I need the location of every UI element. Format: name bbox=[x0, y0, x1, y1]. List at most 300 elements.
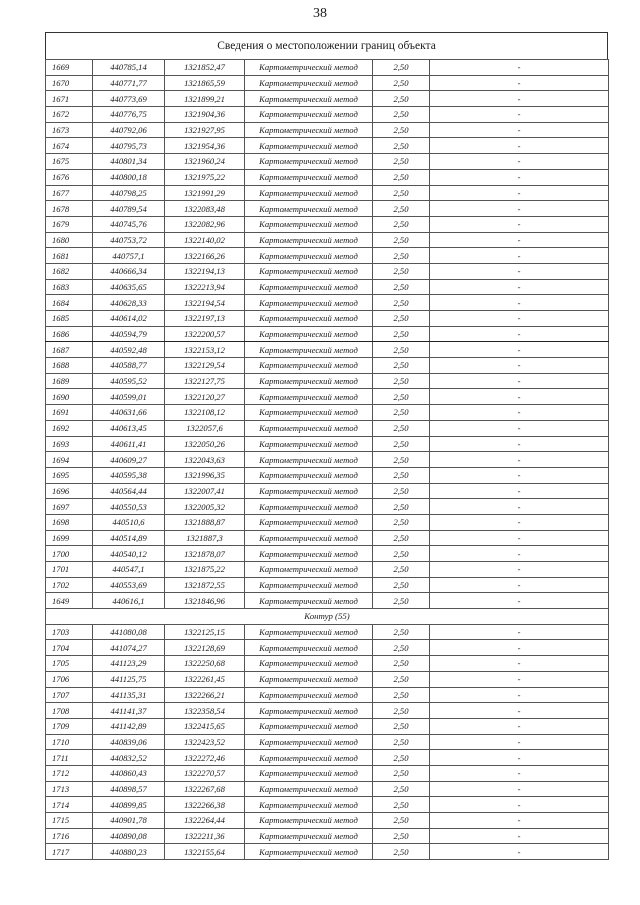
point-number-cell: 1680 bbox=[46, 232, 93, 248]
y-coordinate-cell: 1321878,07 bbox=[165, 546, 245, 562]
accuracy-cell: 2,50 bbox=[373, 248, 430, 264]
table-row bbox=[46, 624, 609, 640]
table-row bbox=[46, 405, 609, 421]
note-cell: - bbox=[430, 530, 609, 546]
point-number-cell: 1674 bbox=[46, 138, 93, 154]
note-cell: - bbox=[430, 671, 609, 687]
accuracy-cell: 2,50 bbox=[373, 373, 430, 389]
y-coordinate-cell: 1322264,44 bbox=[165, 813, 245, 829]
x-coordinate-cell: 441142,89 bbox=[93, 718, 165, 734]
accuracy-cell: 2,50 bbox=[373, 342, 430, 358]
method-cell: Картометрический метод bbox=[245, 91, 373, 107]
note-cell: - bbox=[430, 154, 609, 170]
table-row bbox=[46, 389, 609, 405]
table-row bbox=[46, 138, 609, 154]
x-coordinate-cell: 440611,41 bbox=[93, 436, 165, 452]
x-coordinate-cell: 440595,52 bbox=[93, 373, 165, 389]
x-coordinate-cell: 440773,69 bbox=[93, 91, 165, 107]
y-coordinate-cell: 1321975,22 bbox=[165, 169, 245, 185]
point-number-cell: 1670 bbox=[46, 75, 93, 91]
x-coordinate-cell: 441125,75 bbox=[93, 671, 165, 687]
y-coordinate-cell: 1322127,75 bbox=[165, 373, 245, 389]
point-number-cell: 1691 bbox=[46, 405, 93, 421]
boundary-coordinates-table bbox=[45, 59, 609, 860]
y-coordinate-cell: 1321887,3 bbox=[165, 530, 245, 546]
point-number-cell: 1681 bbox=[46, 248, 93, 264]
y-coordinate-cell: 1322005,32 bbox=[165, 499, 245, 515]
y-coordinate-cell: 1322082,96 bbox=[165, 216, 245, 232]
x-coordinate-cell: 440860,43 bbox=[93, 765, 165, 781]
method-cell: Картометрический метод bbox=[245, 311, 373, 327]
point-number-cell: 1684 bbox=[46, 295, 93, 311]
y-coordinate-cell: 1321852,47 bbox=[165, 60, 245, 76]
table-row bbox=[46, 420, 609, 436]
y-coordinate-cell: 1322200,57 bbox=[165, 326, 245, 342]
x-coordinate-cell: 440614,02 bbox=[93, 311, 165, 327]
method-cell: Картометрический метод bbox=[245, 185, 373, 201]
method-cell: Картометрический метод bbox=[245, 389, 373, 405]
accuracy-cell: 2,50 bbox=[373, 452, 430, 468]
accuracy-cell: 2,50 bbox=[373, 389, 430, 405]
note-cell: - bbox=[430, 797, 609, 813]
method-cell: Картометрический метод bbox=[245, 75, 373, 91]
y-coordinate-cell: 1322194,13 bbox=[165, 263, 245, 279]
y-coordinate-cell: 1322108,12 bbox=[165, 405, 245, 421]
accuracy-cell: 2,50 bbox=[373, 577, 430, 593]
y-coordinate-cell: 1321954,36 bbox=[165, 138, 245, 154]
point-number-cell: 1704 bbox=[46, 640, 93, 656]
y-coordinate-cell: 1321875,22 bbox=[165, 562, 245, 578]
point-number-cell: 1692 bbox=[46, 420, 93, 436]
point-number-cell: 1705 bbox=[46, 656, 93, 672]
note-cell: - bbox=[430, 248, 609, 264]
method-cell: Картометрический метод bbox=[245, 671, 373, 687]
x-coordinate-cell: 440890,08 bbox=[93, 828, 165, 844]
page-number: 38 bbox=[313, 6, 327, 21]
point-number-cell: 1695 bbox=[46, 467, 93, 483]
x-coordinate-cell: 440635,65 bbox=[93, 279, 165, 295]
point-number-cell: 1669 bbox=[46, 60, 93, 76]
method-cell: Картометрический метод bbox=[245, 138, 373, 154]
accuracy-cell: 2,50 bbox=[373, 75, 430, 91]
accuracy-cell: 2,50 bbox=[373, 405, 430, 421]
point-number-cell: 1700 bbox=[46, 546, 93, 562]
method-cell: Картометрический метод bbox=[245, 546, 373, 562]
y-coordinate-cell: 1322272,46 bbox=[165, 750, 245, 766]
method-cell: Картометрический метод bbox=[245, 797, 373, 813]
note-cell: - bbox=[430, 499, 609, 515]
x-coordinate-cell: 440880,23 bbox=[93, 844, 165, 860]
point-number-cell: 1688 bbox=[46, 358, 93, 374]
x-coordinate-cell: 440666,34 bbox=[93, 263, 165, 279]
table-body-section bbox=[46, 609, 609, 625]
point-number-cell: 1714 bbox=[46, 797, 93, 813]
point-number-cell: 1698 bbox=[46, 514, 93, 530]
method-cell: Картометрический метод bbox=[245, 593, 373, 609]
table-row bbox=[46, 718, 609, 734]
x-coordinate-cell: 440792,06 bbox=[93, 122, 165, 138]
table-row bbox=[46, 311, 609, 327]
method-cell: Картометрический метод bbox=[245, 750, 373, 766]
note-cell: - bbox=[430, 216, 609, 232]
y-coordinate-cell: 1322270,57 bbox=[165, 765, 245, 781]
table-row bbox=[46, 499, 609, 515]
x-coordinate-cell: 440599,01 bbox=[93, 389, 165, 405]
accuracy-cell: 2,50 bbox=[373, 311, 430, 327]
point-number-cell: 1685 bbox=[46, 311, 93, 327]
x-coordinate-cell: 440592,48 bbox=[93, 342, 165, 358]
accuracy-cell: 2,50 bbox=[373, 295, 430, 311]
x-coordinate-cell: 440757,1 bbox=[93, 248, 165, 264]
accuracy-cell: 2,50 bbox=[373, 483, 430, 499]
point-number-cell: 1690 bbox=[46, 389, 93, 405]
y-coordinate-cell: 1322083,48 bbox=[165, 201, 245, 217]
x-coordinate-cell: 440547,1 bbox=[93, 562, 165, 578]
note-cell: - bbox=[430, 718, 609, 734]
x-coordinate-cell: 440609,27 bbox=[93, 452, 165, 468]
x-coordinate-cell: 440588,77 bbox=[93, 358, 165, 374]
x-coordinate-cell: 441074,27 bbox=[93, 640, 165, 656]
y-coordinate-cell: 1321904,36 bbox=[165, 107, 245, 123]
y-coordinate-cell: 1322057,6 bbox=[165, 420, 245, 436]
x-coordinate-cell: 440631,66 bbox=[93, 405, 165, 421]
note-cell: - bbox=[430, 420, 609, 436]
method-cell: Картометрический метод bbox=[245, 216, 373, 232]
point-number-cell: 1706 bbox=[46, 671, 93, 687]
note-cell: - bbox=[430, 91, 609, 107]
note-cell: - bbox=[430, 640, 609, 656]
point-number-cell: 1694 bbox=[46, 452, 93, 468]
note-cell: - bbox=[430, 373, 609, 389]
point-number-cell: 1676 bbox=[46, 169, 93, 185]
table-row bbox=[46, 687, 609, 703]
x-coordinate-cell: 440550,53 bbox=[93, 499, 165, 515]
note-cell: - bbox=[430, 452, 609, 468]
table-row bbox=[46, 765, 609, 781]
method-cell: Картометрический метод bbox=[245, 514, 373, 530]
method-cell: Картометрический метод bbox=[245, 279, 373, 295]
accuracy-cell: 2,50 bbox=[373, 546, 430, 562]
y-coordinate-cell: 1322423,52 bbox=[165, 734, 245, 750]
accuracy-cell: 2,50 bbox=[373, 640, 430, 656]
method-cell: Картометрический метод bbox=[245, 530, 373, 546]
x-coordinate-cell: 441123,29 bbox=[93, 656, 165, 672]
point-number-cell: 1693 bbox=[46, 436, 93, 452]
point-number-cell: 1707 bbox=[46, 687, 93, 703]
point-number-cell: 1715 bbox=[46, 813, 93, 829]
accuracy-cell: 2,50 bbox=[373, 530, 430, 546]
point-number-cell: 1672 bbox=[46, 107, 93, 123]
table-row bbox=[46, 326, 609, 342]
x-coordinate-cell: 441135,31 bbox=[93, 687, 165, 703]
x-coordinate-cell: 440800,18 bbox=[93, 169, 165, 185]
accuracy-cell: 2,50 bbox=[373, 781, 430, 797]
point-number-cell: 1671 bbox=[46, 91, 93, 107]
accuracy-cell: 2,50 bbox=[373, 750, 430, 766]
y-coordinate-cell: 1322194,54 bbox=[165, 295, 245, 311]
method-cell: Картометрический метод bbox=[245, 248, 373, 264]
y-coordinate-cell: 1321846,96 bbox=[165, 593, 245, 609]
note-cell: - bbox=[430, 703, 609, 719]
note-cell: - bbox=[430, 389, 609, 405]
section-label: Контур (55) bbox=[46, 609, 609, 625]
y-coordinate-cell: 1322128,69 bbox=[165, 640, 245, 656]
note-cell: - bbox=[430, 844, 609, 860]
method-cell: Картометрический метод bbox=[245, 640, 373, 656]
point-number-cell: 1709 bbox=[46, 718, 93, 734]
point-number-cell: 1682 bbox=[46, 263, 93, 279]
note-cell: - bbox=[430, 577, 609, 593]
y-coordinate-cell: 1322197,13 bbox=[165, 311, 245, 327]
x-coordinate-cell: 440785,14 bbox=[93, 60, 165, 76]
accuracy-cell: 2,50 bbox=[373, 813, 430, 829]
method-cell: Картометрический метод bbox=[245, 703, 373, 719]
point-number-cell: 1689 bbox=[46, 373, 93, 389]
accuracy-cell: 2,50 bbox=[373, 844, 430, 860]
x-coordinate-cell: 441080,08 bbox=[93, 624, 165, 640]
accuracy-cell: 2,50 bbox=[373, 797, 430, 813]
note-cell: - bbox=[430, 138, 609, 154]
method-cell: Картометрический метод bbox=[245, 295, 373, 311]
note-cell: - bbox=[430, 311, 609, 327]
table-row bbox=[46, 154, 609, 170]
table-row bbox=[46, 342, 609, 358]
note-cell: - bbox=[430, 60, 609, 76]
note-cell: - bbox=[430, 122, 609, 138]
method-cell: Картометрический метод bbox=[245, 201, 373, 217]
accuracy-cell: 2,50 bbox=[373, 138, 430, 154]
note-cell: - bbox=[430, 593, 609, 609]
point-number-cell: 1686 bbox=[46, 326, 93, 342]
note-cell: - bbox=[430, 734, 609, 750]
table-row bbox=[46, 593, 609, 609]
point-number-cell: 1683 bbox=[46, 279, 93, 295]
point-number-cell: 1649 bbox=[46, 593, 93, 609]
method-cell: Картометрический метод bbox=[245, 577, 373, 593]
point-number-cell: 1712 bbox=[46, 765, 93, 781]
y-coordinate-cell: 1322267,68 bbox=[165, 781, 245, 797]
note-cell: - bbox=[430, 342, 609, 358]
table-row bbox=[46, 169, 609, 185]
x-coordinate-cell: 440898,57 bbox=[93, 781, 165, 797]
note-cell: - bbox=[430, 467, 609, 483]
note-cell: - bbox=[430, 828, 609, 844]
x-coordinate-cell: 440564,44 bbox=[93, 483, 165, 499]
accuracy-cell: 2,50 bbox=[373, 687, 430, 703]
note-cell: - bbox=[430, 232, 609, 248]
accuracy-cell: 2,50 bbox=[373, 514, 430, 530]
note-cell: - bbox=[430, 436, 609, 452]
y-coordinate-cell: 1322213,94 bbox=[165, 279, 245, 295]
point-number-cell: 1708 bbox=[46, 703, 93, 719]
x-coordinate-cell: 440901,78 bbox=[93, 813, 165, 829]
table-row bbox=[46, 91, 609, 107]
x-coordinate-cell: 440540,12 bbox=[93, 546, 165, 562]
method-cell: Картометрический метод bbox=[245, 358, 373, 374]
y-coordinate-cell: 1322050,26 bbox=[165, 436, 245, 452]
table-row bbox=[46, 373, 609, 389]
accuracy-cell: 2,50 bbox=[373, 593, 430, 609]
table-row bbox=[46, 483, 609, 499]
method-cell: Картометрический метод bbox=[245, 263, 373, 279]
accuracy-cell: 2,50 bbox=[373, 734, 430, 750]
table-row bbox=[46, 703, 609, 719]
table-row bbox=[46, 263, 609, 279]
accuracy-cell: 2,50 bbox=[373, 185, 430, 201]
x-coordinate-cell: 440745,76 bbox=[93, 216, 165, 232]
accuracy-cell: 2,50 bbox=[373, 828, 430, 844]
table-row bbox=[46, 201, 609, 217]
x-coordinate-cell: 440753,72 bbox=[93, 232, 165, 248]
x-coordinate-cell: 440776,75 bbox=[93, 107, 165, 123]
note-cell: - bbox=[430, 546, 609, 562]
x-coordinate-cell: 440616,1 bbox=[93, 593, 165, 609]
note-cell: - bbox=[430, 279, 609, 295]
note-cell: - bbox=[430, 169, 609, 185]
accuracy-cell: 2,50 bbox=[373, 263, 430, 279]
accuracy-cell: 2,50 bbox=[373, 201, 430, 217]
table-row bbox=[46, 750, 609, 766]
note-cell: - bbox=[430, 75, 609, 91]
accuracy-cell: 2,50 bbox=[373, 91, 430, 107]
y-coordinate-cell: 1321865,59 bbox=[165, 75, 245, 91]
table-row bbox=[46, 358, 609, 374]
method-cell: Картометрический метод bbox=[245, 844, 373, 860]
y-coordinate-cell: 1321991,29 bbox=[165, 185, 245, 201]
accuracy-cell: 2,50 bbox=[373, 765, 430, 781]
x-coordinate-cell: 440613,45 bbox=[93, 420, 165, 436]
method-cell: Картометрический метод bbox=[245, 326, 373, 342]
accuracy-cell: 2,50 bbox=[373, 436, 430, 452]
y-coordinate-cell: 1322140,02 bbox=[165, 232, 245, 248]
x-coordinate-cell: 440514,89 bbox=[93, 530, 165, 546]
method-cell: Картометрический метод bbox=[245, 828, 373, 844]
method-cell: Картометрический метод bbox=[245, 122, 373, 138]
point-number-cell: 1675 bbox=[46, 154, 93, 170]
note-cell: - bbox=[430, 326, 609, 342]
table-body-main bbox=[46, 60, 609, 609]
method-cell: Картометрический метод bbox=[245, 169, 373, 185]
table-title: Сведения о местоположении границ объекта bbox=[45, 32, 608, 59]
point-number-cell: 1697 bbox=[46, 499, 93, 515]
note-cell: - bbox=[430, 750, 609, 766]
point-number-cell: 1713 bbox=[46, 781, 93, 797]
table-row bbox=[46, 232, 609, 248]
point-number-cell: 1677 bbox=[46, 185, 93, 201]
x-coordinate-cell: 440771,77 bbox=[93, 75, 165, 91]
note-cell: - bbox=[430, 781, 609, 797]
accuracy-cell: 2,50 bbox=[373, 216, 430, 232]
y-coordinate-cell: 1322250,68 bbox=[165, 656, 245, 672]
x-coordinate-cell: 440832,52 bbox=[93, 750, 165, 766]
table-row bbox=[46, 546, 609, 562]
method-cell: Картометрический метод bbox=[245, 687, 373, 703]
note-cell: - bbox=[430, 687, 609, 703]
accuracy-cell: 2,50 bbox=[373, 656, 430, 672]
x-coordinate-cell: 440594,79 bbox=[93, 326, 165, 342]
accuracy-cell: 2,50 bbox=[373, 279, 430, 295]
accuracy-cell: 2,50 bbox=[373, 671, 430, 687]
y-coordinate-cell: 1322266,21 bbox=[165, 687, 245, 703]
method-cell: Картометрический метод bbox=[245, 467, 373, 483]
table-row bbox=[46, 781, 609, 797]
table-row bbox=[46, 828, 609, 844]
note-cell: - bbox=[430, 624, 609, 640]
note-cell: - bbox=[430, 405, 609, 421]
table-row bbox=[46, 248, 609, 264]
table-row bbox=[46, 656, 609, 672]
document-sheet bbox=[45, 32, 608, 860]
point-number-cell: 1679 bbox=[46, 216, 93, 232]
x-coordinate-cell: 441141,37 bbox=[93, 703, 165, 719]
accuracy-cell: 2,50 bbox=[373, 358, 430, 374]
accuracy-cell: 2,50 bbox=[373, 703, 430, 719]
method-cell: Картометрический метод bbox=[245, 373, 373, 389]
method-cell: Картометрический метод bbox=[245, 107, 373, 123]
x-coordinate-cell: 440795,73 bbox=[93, 138, 165, 154]
table-row bbox=[46, 216, 609, 232]
method-cell: Картометрический метод bbox=[245, 452, 373, 468]
point-number-cell: 1701 bbox=[46, 562, 93, 578]
table-row bbox=[46, 295, 609, 311]
x-coordinate-cell: 440801,34 bbox=[93, 154, 165, 170]
x-coordinate-cell: 440595,38 bbox=[93, 467, 165, 483]
point-number-cell: 1702 bbox=[46, 577, 93, 593]
method-cell: Картометрический метод bbox=[245, 624, 373, 640]
y-coordinate-cell: 1322043,63 bbox=[165, 452, 245, 468]
method-cell: Картометрический метод bbox=[245, 734, 373, 750]
method-cell: Картометрический метод bbox=[245, 483, 373, 499]
method-cell: Картометрический метод bbox=[245, 656, 373, 672]
y-coordinate-cell: 1321960,24 bbox=[165, 154, 245, 170]
y-coordinate-cell: 1321927,95 bbox=[165, 122, 245, 138]
table-row bbox=[46, 797, 609, 813]
note-cell: - bbox=[430, 107, 609, 123]
note-cell: - bbox=[430, 562, 609, 578]
table-row bbox=[46, 734, 609, 750]
x-coordinate-cell: 440510,6 bbox=[93, 514, 165, 530]
point-number-cell: 1711 bbox=[46, 750, 93, 766]
point-number-cell: 1710 bbox=[46, 734, 93, 750]
y-coordinate-cell: 1322007,41 bbox=[165, 483, 245, 499]
y-coordinate-cell: 1322358,54 bbox=[165, 703, 245, 719]
table-row bbox=[46, 60, 609, 76]
accuracy-cell: 2,50 bbox=[373, 107, 430, 123]
method-cell: Картометрический метод bbox=[245, 60, 373, 76]
accuracy-cell: 2,50 bbox=[373, 154, 430, 170]
point-number-cell: 1696 bbox=[46, 483, 93, 499]
note-cell: - bbox=[430, 813, 609, 829]
accuracy-cell: 2,50 bbox=[373, 122, 430, 138]
table-row bbox=[46, 185, 609, 201]
accuracy-cell: 2,50 bbox=[373, 562, 430, 578]
y-coordinate-cell: 1322129,54 bbox=[165, 358, 245, 374]
method-cell: Картометрический метод bbox=[245, 436, 373, 452]
y-coordinate-cell: 1322166,26 bbox=[165, 248, 245, 264]
note-cell: - bbox=[430, 263, 609, 279]
note-cell: - bbox=[430, 295, 609, 311]
y-coordinate-cell: 1322155,64 bbox=[165, 844, 245, 860]
table-row bbox=[46, 122, 609, 138]
note-cell: - bbox=[430, 185, 609, 201]
table-row bbox=[46, 530, 609, 546]
y-coordinate-cell: 1322125,15 bbox=[165, 624, 245, 640]
method-cell: Картометрический метод bbox=[245, 499, 373, 515]
y-coordinate-cell: 1322153,12 bbox=[165, 342, 245, 358]
table-row bbox=[46, 577, 609, 593]
method-cell: Картометрический метод bbox=[245, 405, 373, 421]
x-coordinate-cell: 440789,54 bbox=[93, 201, 165, 217]
